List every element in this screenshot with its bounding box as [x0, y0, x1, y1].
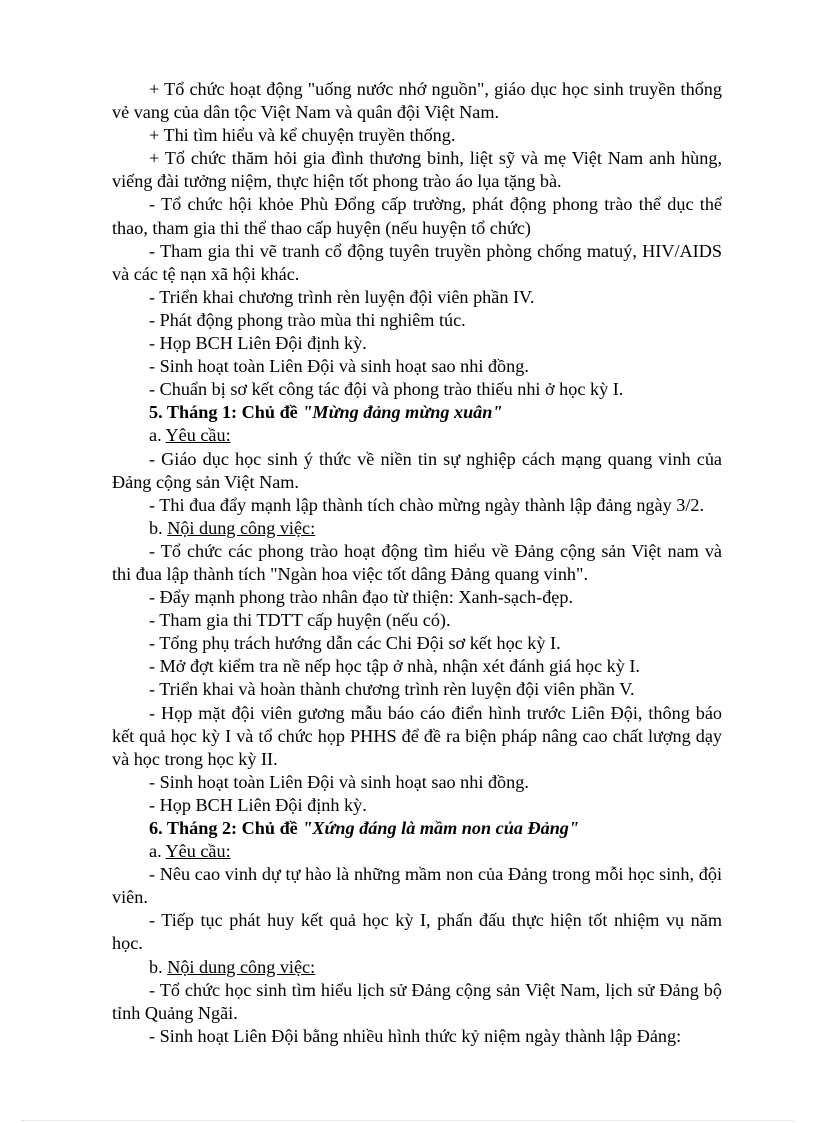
body-paragraph: - Họp mặt đội viên gương mẫu báo cáo điển hình trước Liên Đội, thông báo kết quả học kỳ I và tổ chức họp PHHS để đề ra biện pháp nâng cao chất lượng dạy và học trong học kỳ II. [112, 702, 722, 769]
body-paragraph: - Đẩy mạnh phong trào nhân đạo từ thiện: Xanh-sạch-đẹp. [149, 587, 574, 608]
heading-theme-quote: "Mừng đảng mừng xuân" [302, 402, 503, 423]
body-paragraph: - Tham gia thi TDTT cấp huyện (nếu có). [149, 610, 451, 631]
body-paragraph: - Sinh hoạt toàn Liên Đội và sinh hoạt sao nhi đồng. [149, 356, 529, 377]
section-heading [112, 401, 722, 424]
heading-text: 5. Tháng 1: Chủ đề [149, 402, 303, 423]
body-paragraph: - Triển khai và hoàn thành chương trình rèn luyện đội viên phần V. [149, 679, 635, 700]
subsection-prefix: a. [149, 425, 166, 446]
subsection-prefix: b. [149, 956, 168, 977]
body-paragraph: + Tổ chức hoạt động "uống nước nhớ nguồn", giáo dục học sinh truyền thống vẻ vang của dân tộc Việt Nam và quân đội Việt Nam. [112, 79, 722, 123]
body-paragraph: - Giáo dục học sinh ý thức về niền tin sự nghiệp cách mạng quang vinh của Đảng cộng sản Việt Nam. [112, 448, 722, 492]
body-paragraph: - Họp BCH Liên Đội định kỳ. [149, 794, 367, 815]
subsection-label [112, 424, 722, 447]
body-paragraph: - Tham gia thi vẽ tranh cổ động tuyên truyền phòng chống matuý, HIV/AIDS và các tệ nạn xã hội khác. [112, 240, 722, 284]
subsection-prefix: b. [149, 517, 168, 538]
body-paragraph: - Tổ chức học sinh tìm hiểu lịch sử Đảng cộng sản Việt Nam, lịch sử Đảng bộ tỉnh Quảng Ngãi. [112, 979, 722, 1023]
subsection-prefix: a. [149, 841, 166, 862]
body-paragraph: - Tổng phụ trách hướng dẫn các Chi Đội sơ kết học kỳ I. [149, 633, 561, 654]
subsection-label [112, 840, 722, 863]
body-paragraph: + Thi tìm hiểu và kể chuyện truyền thống. [149, 125, 456, 146]
heading-theme-quote: "Xứng đáng là mầm non của Đảng" [302, 818, 579, 838]
body-paragraph: - Mở đợt kiểm tra nề nếp học tập ở nhà, nhận xét đánh giá học kỳ I. [149, 656, 640, 677]
body-paragraph: - Nêu cao vinh dự tự hào là những mầm non của Đảng trong mỗi học sinh, đội viên. [112, 864, 722, 908]
subsection-title: Nội dung công việc: [167, 517, 316, 538]
body-paragraph: - Sinh hoạt Liên Đội bằng nhiều hình thức kỷ niệm ngày thành lập Đảng: [149, 1025, 682, 1046]
subsection-title: Yêu cầu: [165, 841, 231, 862]
body-paragraph: - Chuẩn bị sơ kết công tác đội và phong trào thiếu nhi ở học kỳ I. [149, 379, 624, 400]
heading-text: 6. Tháng 2: Chủ đề [149, 818, 303, 838]
subsection-title: Yêu cầu: [165, 425, 231, 446]
subsection-label [112, 956, 722, 979]
page-bottom-divider [22, 1120, 794, 1121]
subsection-title: Nội dung công việc: [167, 956, 316, 977]
section-heading [112, 817, 722, 840]
body-paragraph: - Phát động phong trào mùa thi nghiêm túc. [149, 309, 466, 330]
body-paragraph: - Tổ chức các phong trào hoạt động tìm hiểu về Đảng cộng sản Việt nam và thi đua lập thành tích "Ngàn hoa việc tốt dâng Đảng quang vinh". [112, 540, 722, 584]
subsection-label [112, 517, 722, 540]
body-paragraph: - Triển khai chương trình rèn luyện đội viên phần IV. [149, 286, 535, 307]
body-paragraph: - Thi đua đẩy mạnh lập thành tích chào mừng ngày thành lập đảng ngày 3/2. [149, 494, 705, 515]
body-paragraph: - Họp BCH Liên Đội định kỳ. [149, 333, 367, 354]
body-paragraph: - Tiếp tục phát huy kết quả học kỳ I, phấn đấu thực hiện tốt nhiệm vụ năm học. [112, 910, 722, 954]
document-page [112, 78, 722, 1048]
body-paragraph: - Tổ chức hội khỏe Phù Đổng cấp trường, phát động phong trào thể dục thể thao, tham gia thi thể thao cấp huyện (nếu huyện tổ chức) [112, 194, 722, 238]
body-paragraph: - Sinh hoạt toàn Liên Đội và sinh hoạt sao nhi đồng. [149, 771, 529, 792]
body-paragraph: + Tổ chức thăm hỏi gia đình thương binh, liệt sỹ và mẹ Việt Nam anh hùng, viếng đài tưởng niệm, thực hiện tốt phong trào áo lụa tặng bà. [112, 148, 722, 192]
